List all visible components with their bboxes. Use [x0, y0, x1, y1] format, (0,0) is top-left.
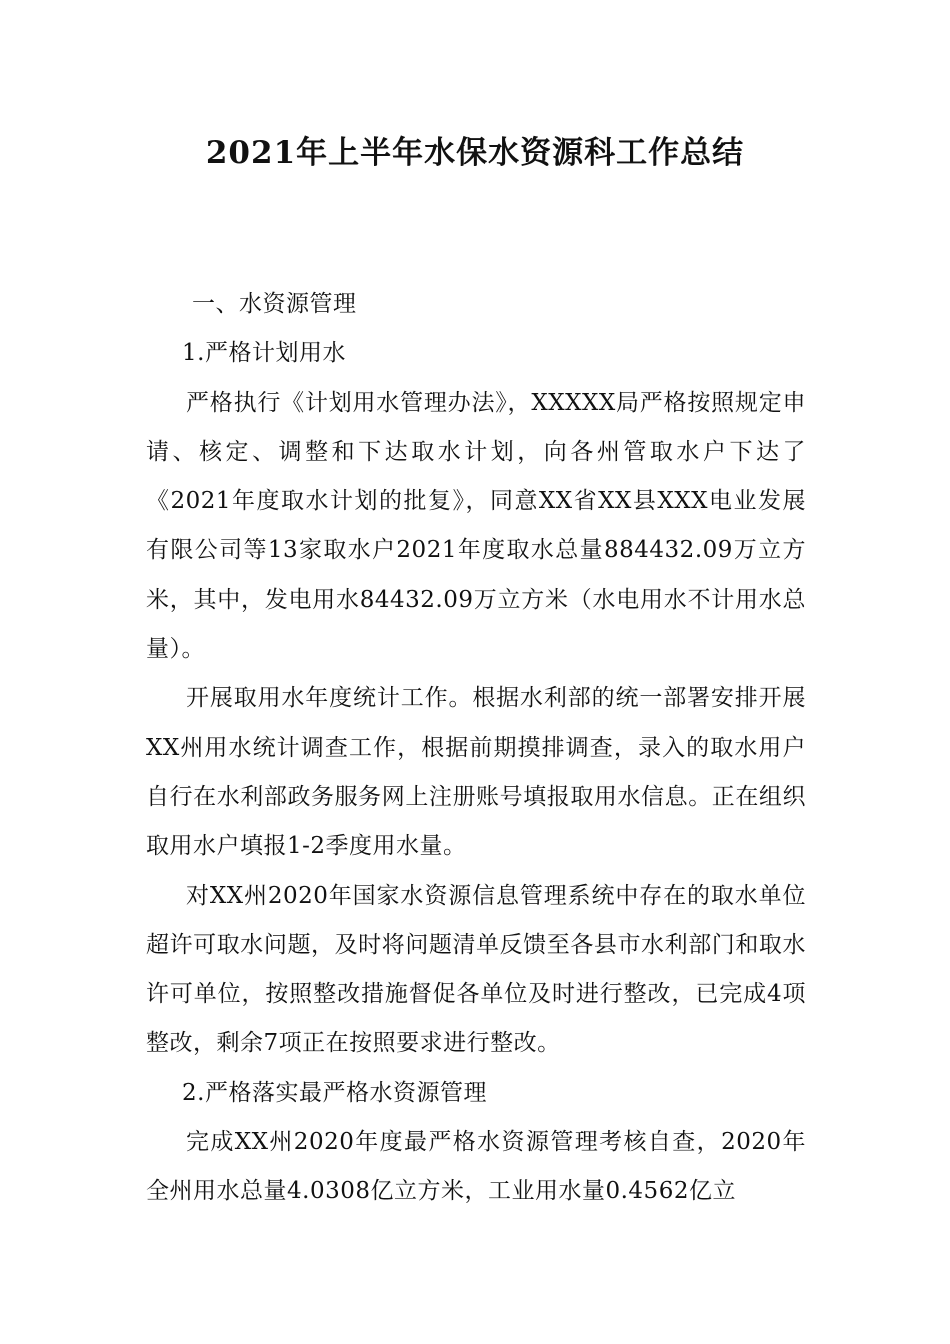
section-heading-water-resources: 一、水资源管理	[192, 291, 357, 317]
paragraph-water-plan: 严格执行《计划用水管理办法》，XXXXX局严格按照规定申请、核定、调整和下达取水计划，向各州管取水户下达了《2021年度取水计划的批复》，同意XX省XX县XXX电业发展有限公司等13家取水户2021年度取水总量884432.09万立方米，其中，发电用水84432.09万立方米（水电用水不计用水总量）。	[146, 389, 806, 663]
paragraph-assessment: 完成XX州2020年度最严格水资源管理考核自查，2020年全州用水总量4.0308亿立方米，工业用水量0.4562亿立	[146, 1129, 806, 1205]
subheading-strict-management: 2.严格落实最严格水资源管理	[182, 1079, 487, 1106]
paragraph-water-statistics: 开展取用水年度统计工作。根据水利部的统一部署安排开展XX州用水统计调查工作，根据前期摸排调查，录入的取水用户自行在水利部政务服务网上注册账号填报取用水信息。正在组织取用水户填报1-2季度用水量。	[146, 685, 806, 860]
subheading-planned-water-use: 1.严格计划用水	[182, 340, 346, 367]
document-title: 2021年上半年水保水资源科工作总结	[205, 135, 745, 171]
paragraph-rectification: 对XX州2020年国家水资源信息管理系统中存在的取水单位超许可取水问题，及时将问题清单反馈至各县市水利部门和取水许可单位，按照整改措施督促各单位及时进行整改，已完成4项整改，剩余7项正在按照要求进行整改。	[146, 882, 806, 1057]
document-body	[146, 280, 806, 1217]
